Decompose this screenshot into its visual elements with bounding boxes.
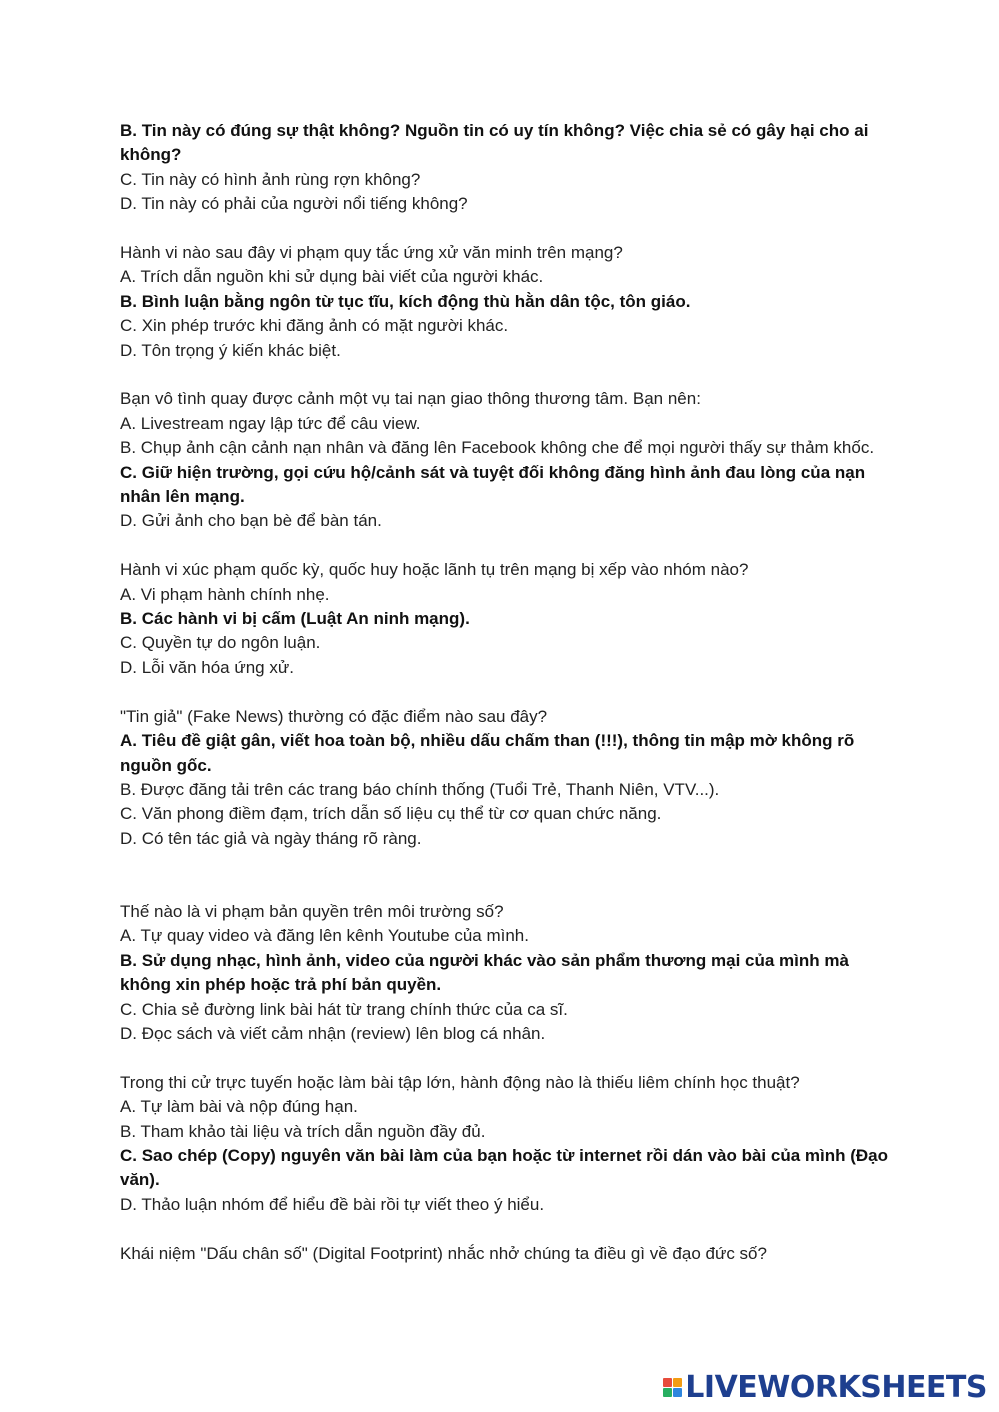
question-block bbox=[120, 1071, 890, 1217]
answer-option: A. Vi phạm hành chính nhẹ. bbox=[120, 584, 330, 604]
question-block bbox=[120, 387, 890, 533]
question-block bbox=[120, 241, 890, 363]
logo-square bbox=[663, 1388, 672, 1397]
question-prompt: "Tin giả" (Fake News) thường có đặc điểm nào sau đây? bbox=[120, 706, 548, 726]
answer-option: D. Gửi ảnh cho bạn bè để bàn tán. bbox=[120, 511, 382, 531]
correct-answer-option: B. Các hành vi bị cấm (Luật An ninh mạng). bbox=[120, 609, 470, 629]
question-prompt: Trong thi cử trực tuyến hoặc làm bài tập lớn, hành động nào là thiếu liêm chính học thuật? bbox=[120, 1072, 800, 1092]
answer-option: D. Thảo luận nhóm để hiểu đề bài rồi tự viết theo ý hiểu. bbox=[120, 1194, 545, 1214]
liveworksheets-logo bbox=[663, 1369, 987, 1405]
correct-answer-option: B. Tin này có đúng sự thật không? Nguồn tin có uy tín không? Việc chia sẻ có gây hại cho ai không? bbox=[120, 121, 869, 165]
question-list bbox=[120, 119, 890, 1290]
answer-option: D. Tôn trọng ý kiến khác biệt. bbox=[120, 340, 341, 360]
answer-option: B. Được đăng tải trên các trang báo chính thống (Tuổi Trẻ, Thanh Niên, VTV...). bbox=[120, 779, 720, 799]
correct-answer-option: C. Giữ hiện trường, gọi cứu hộ/cảnh sát và tuyệt đối không đăng hình ảnh đau lòng của nạn nhân lên mạng. bbox=[120, 462, 866, 507]
answer-option: D. Lỗi văn hóa ứng xử. bbox=[120, 657, 294, 677]
question-block bbox=[120, 119, 890, 217]
question-prompt: Hành vi nào sau đây vi phạm quy tắc ứng xử văn minh trên mạng? bbox=[120, 243, 623, 263]
liveworksheets-logo-icon bbox=[663, 1378, 682, 1397]
logo-square bbox=[673, 1378, 682, 1387]
question-prompt: Hành vi xúc phạm quốc kỳ, quốc huy hoặc lãnh tụ trên mạng bị xếp vào nhóm nào? bbox=[120, 560, 749, 580]
answer-option: C. Tin này có hình ảnh rùng rợn không? bbox=[120, 169, 421, 189]
question-block bbox=[120, 705, 890, 851]
answer-option: D. Tin này có phải của người nổi tiếng không? bbox=[120, 194, 468, 214]
answer-option: B. Tham khảo tài liệu và trích dẫn nguồn đầy đủ. bbox=[120, 1121, 486, 1141]
answer-option: A. Trích dẫn nguồn khi sử dụng bài viết của người khác. bbox=[120, 267, 544, 287]
correct-answer-option: C. Sao chép (Copy) nguyên văn bài làm của bạn hoặc từ internet rồi dán vào bài của mình (Đạo văn). bbox=[120, 1145, 888, 1190]
logo-square bbox=[673, 1388, 682, 1397]
correct-answer-option: B. Bình luận bằng ngôn từ tục tĩu, kích động thù hằn dân tộc, tôn giáo. bbox=[120, 291, 691, 311]
logo-text: LIVEWORKSHEETS bbox=[685, 1369, 987, 1405]
answer-option: A. Tự làm bài và nộp đúng hạn. bbox=[120, 1097, 358, 1117]
answer-option: B. Chụp ảnh cận cảnh nạn nhân và đăng lên Facebook không che để mọi người thấy sự thảm khốc. bbox=[120, 438, 875, 458]
question-block bbox=[120, 900, 890, 1046]
logo-square bbox=[663, 1378, 672, 1387]
answer-option: C. Xin phép trước khi đăng ảnh có mặt người khác. bbox=[120, 316, 509, 336]
answer-option: C. Quyền tự do ngôn luận. bbox=[120, 633, 321, 653]
question-prompt: Bạn vô tình quay được cảnh một vụ tai nạn giao thông thương tâm. Bạn nên: bbox=[120, 389, 701, 409]
question-block bbox=[120, 558, 890, 680]
answer-option: C. Chia sẻ đường link bài hát từ trang chính thức của ca sĩ. bbox=[120, 999, 568, 1019]
answer-option: A. Livestream ngay lập tức để câu view. bbox=[120, 413, 421, 433]
question-prompt: Khái niệm "Dấu chân số" (Digital Footprint) nhắc nhở chúng ta điều gì về đạo đức số? bbox=[120, 1243, 767, 1263]
answer-option: D. Có tên tác giả và ngày tháng rõ ràng. bbox=[120, 828, 422, 848]
correct-answer-option: A. Tiêu đề giật gân, viết hoa toàn bộ, nhiều dấu chấm than (!!!), thông tin mập mờ không rõ nguồn gốc. bbox=[120, 731, 855, 775]
answer-option: C. Văn phong điềm đạm, trích dẫn số liệu cụ thể từ cơ quan chức năng. bbox=[120, 804, 662, 824]
answer-option: A. Tự quay video và đăng lên kênh Youtube của mình. bbox=[120, 926, 529, 946]
correct-answer-option: B. Sử dụng nhạc, hình ảnh, video của người khác vào sản phẩm thương mại của mình mà không xin phép hoặc trả phí bản quyền. bbox=[120, 950, 849, 995]
question-prompt: Thế nào là vi phạm bản quyền trên môi trường số? bbox=[120, 901, 504, 921]
answer-option: D. Đọc sách và viết cảm nhận (review) lên blog cá nhân. bbox=[120, 1023, 546, 1043]
question-block bbox=[120, 1242, 890, 1266]
